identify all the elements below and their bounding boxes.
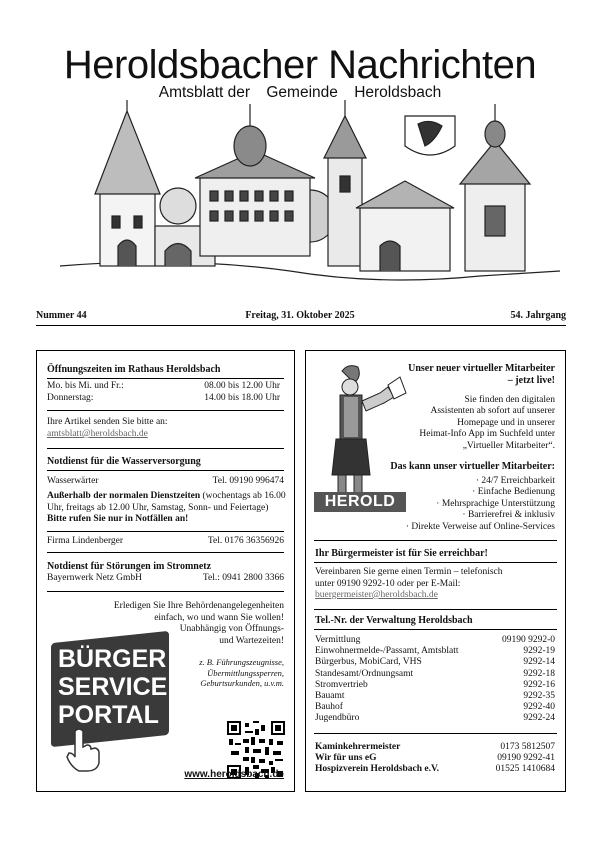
divider [47,531,284,532]
herold-title-line: Unser neuer virtueller Mitarbeiter [408,363,555,374]
herold-text-line: „Virtueller Mitarbeiter“. [462,440,555,451]
water-contact-phone: Tel. 09190 996474 [212,476,284,486]
phone-number: 9292-24 [523,713,555,724]
table-row [315,713,555,724]
phone-label: Bürgerbus, MobiCard, VHS [315,657,422,668]
table-row [315,691,555,702]
portal-logo-line: SERVICE [58,673,168,701]
herold-features-list [406,476,555,533]
divider [47,552,284,553]
divider [47,591,284,592]
mayor-text-line: Vereinbaren Sie gerne einen Termin – telefonisch [315,567,503,577]
herold-text-line: Sie finden den digitalen [464,395,555,405]
phone-label: Standesamt/Ordnungsamt [315,668,414,679]
water-outside-text: (wochentags ab 16.00 Uhr, freitags ab 12.00 Uhr, Samstag, Sonn- und Feiertage) [47,491,286,513]
admin-phone-title: Tel.-Nr. der Verwaltung Heroldsbach [315,615,473,626]
phone-number: 9292-16 [523,679,555,690]
phone-label: Bauhof [315,702,343,713]
divider [314,609,557,610]
phone-number: 09190 9292-41 [497,753,555,764]
pointing-hand-icon [61,727,103,773]
phone-label: Hospizverein Heroldsbach e.V. [315,764,440,775]
phone-number: 9292-19 [523,646,555,657]
herold-title [408,363,555,387]
portal-examples [199,657,284,689]
opening-hours-title: Öffnungszeiten im Rathaus Heroldsbach [47,364,221,375]
issue-date: Freitag, 31. Oktober 2025 [245,310,355,321]
feature-item: · 24/7 Erreichbarkeit [475,476,555,486]
phone-label: Kaminkehrermeister [315,742,401,752]
herold-text-line: Homepage und in unserer [457,417,555,428]
table-row [315,753,555,764]
info-box-right [305,350,566,792]
opening-days: Mo. bis Mi. und Fr.: [47,381,124,391]
info-box-left [36,350,295,792]
subtitle-part-1: Amtsblatt der [158,84,251,101]
table-row [315,702,555,713]
opening-days: Donnerstag: [47,392,94,403]
divider [47,410,284,411]
water-service-title: Notdienst für die Wasserversorgung [47,456,201,467]
table-row [315,635,555,646]
masthead-title: Heroldsbacher Nachrichten [63,43,537,87]
divider [314,562,557,563]
opening-row [47,393,284,405]
portal-example-line: Geburtsurkunden, u.v.m. [200,678,284,688]
feature-item: · Barrierefrei & inklusiv [462,510,555,521]
phone-label: Vermittlung [315,635,361,645]
phone-label: Wir für uns eG [315,753,377,764]
phone-label: Bauamt [315,691,345,702]
admin-phone-table [315,635,555,725]
herold-title-line: – jetzt live! [507,375,555,386]
portal-text-line: und Wartezeiten! [219,635,284,646]
portal-url-bold: www.heroldsbach.de [184,769,284,780]
table-row [315,646,555,657]
extra-phone-table [315,742,555,776]
firm-contact-row [47,536,284,548]
phone-number: 9292-35 [523,691,555,702]
mayor-email-link[interactable]: buergermeister@heroldsbach.de [315,590,438,600]
articles-email-link[interactable]: amtsblatt@heroldsbach.de [47,429,148,439]
water-contact-name: Wasserwärter [47,476,99,486]
table-row [315,764,555,775]
herold-text-line: Assistenten ab sofort auf unserer [430,406,555,417]
power-contact-row [47,573,284,585]
issue-number: Nummer 44 [36,310,87,321]
articles-text: Ihre Artikel senden Sie bitte an: [47,417,168,427]
feature-item: · Direkte Verweise auf Online-Services [405,521,555,532]
divider [47,378,284,379]
divider [47,448,284,449]
herold-text [419,395,555,452]
divider [314,733,557,734]
phone-label: Jugendbüro [315,713,360,724]
top-rule [36,325,566,326]
phone-label: Einwohnermelde-/Passamt, Amtsblatt [315,646,459,657]
firm-phone: Tel. 0176 36356926 [207,536,284,546]
table-row [315,680,555,691]
subtitle-part-2: Gemeinde [266,84,338,101]
water-outside-bold: Außerhalb der normalen Dienstzeiten [47,491,201,501]
mayor-title: Ihr Bürgermeister ist für Sie erreichbar! [315,548,488,559]
opening-hours: 14.00 bis 18.00 Uhr [204,392,280,403]
herold-text-line: Heimat-Info App im Suchfeld unter [419,429,555,440]
phone-number: 9292-40 [523,702,555,713]
water-outside-hours [47,491,286,526]
townscape-illustration [60,96,560,306]
opening-hours: 08.00 bis 12.00 Uhr [204,381,280,391]
water-contact-row [47,476,284,488]
phone-number: 9292-18 [523,668,555,679]
portal-example-line: z. B. Führungszeugnisse, [199,657,284,667]
herold-badge: HEROLD [314,492,406,512]
power-name: Bayernwerk Netz GmbH [47,573,142,583]
portal-text-line: Unabhängig von Öffnungs- [179,624,284,634]
portal-url[interactable] [184,769,284,780]
water-outside-bold-2: Bitte rufen Sie nur in Notfällen an! [47,514,189,524]
mayor-text [315,567,503,602]
portal-text-line: Erledigen Sie Ihre Behördenangelegenheiten [113,601,284,611]
table-row [315,657,555,668]
firm-name: Firma Lindenberger [47,536,124,546]
power-service-title: Notdienst für Störungen im Stromnetz [47,561,212,572]
phone-label: Stromvertrieb [315,679,368,690]
power-phone: Tel.: 0941 2800 3366 [202,573,284,583]
phone-number: 09190 9292-0 [501,635,555,645]
subtitle-part-3: Heroldsbach [354,84,442,101]
phone-number: 9292-14 [523,657,555,668]
portal-logo-line: BÜRGER [58,645,167,673]
herold-mascot-icon [314,363,414,513]
feature-item: · Mehrsprachige Unterstützung [436,498,555,509]
phone-number: 0173 5812507 [500,742,555,752]
divider [314,629,557,630]
divider [314,540,557,541]
opening-hours-table [47,381,284,404]
herold-features-title: Das kann unser virtueller Mitarbeiter: [390,461,555,472]
phone-number: 01525 1410684 [495,764,555,775]
mayor-text-line: unter 09190 9292-10 oder per E-Mail: [315,578,461,589]
portal-text-line: einfach, wo und wann Sie wollen! [154,612,284,623]
volume-number: 54. Jahrgang [510,310,566,321]
feature-item: · Einfache Bedienung [472,487,555,498]
portal-logo-line: PORTAL [58,701,159,729]
table-row [315,669,555,680]
opening-row [47,381,284,393]
divider [47,470,284,471]
portal-logo-text [51,637,169,729]
portal-example-line: Übermittlungssperren, [207,667,284,678]
table-row [315,742,555,753]
